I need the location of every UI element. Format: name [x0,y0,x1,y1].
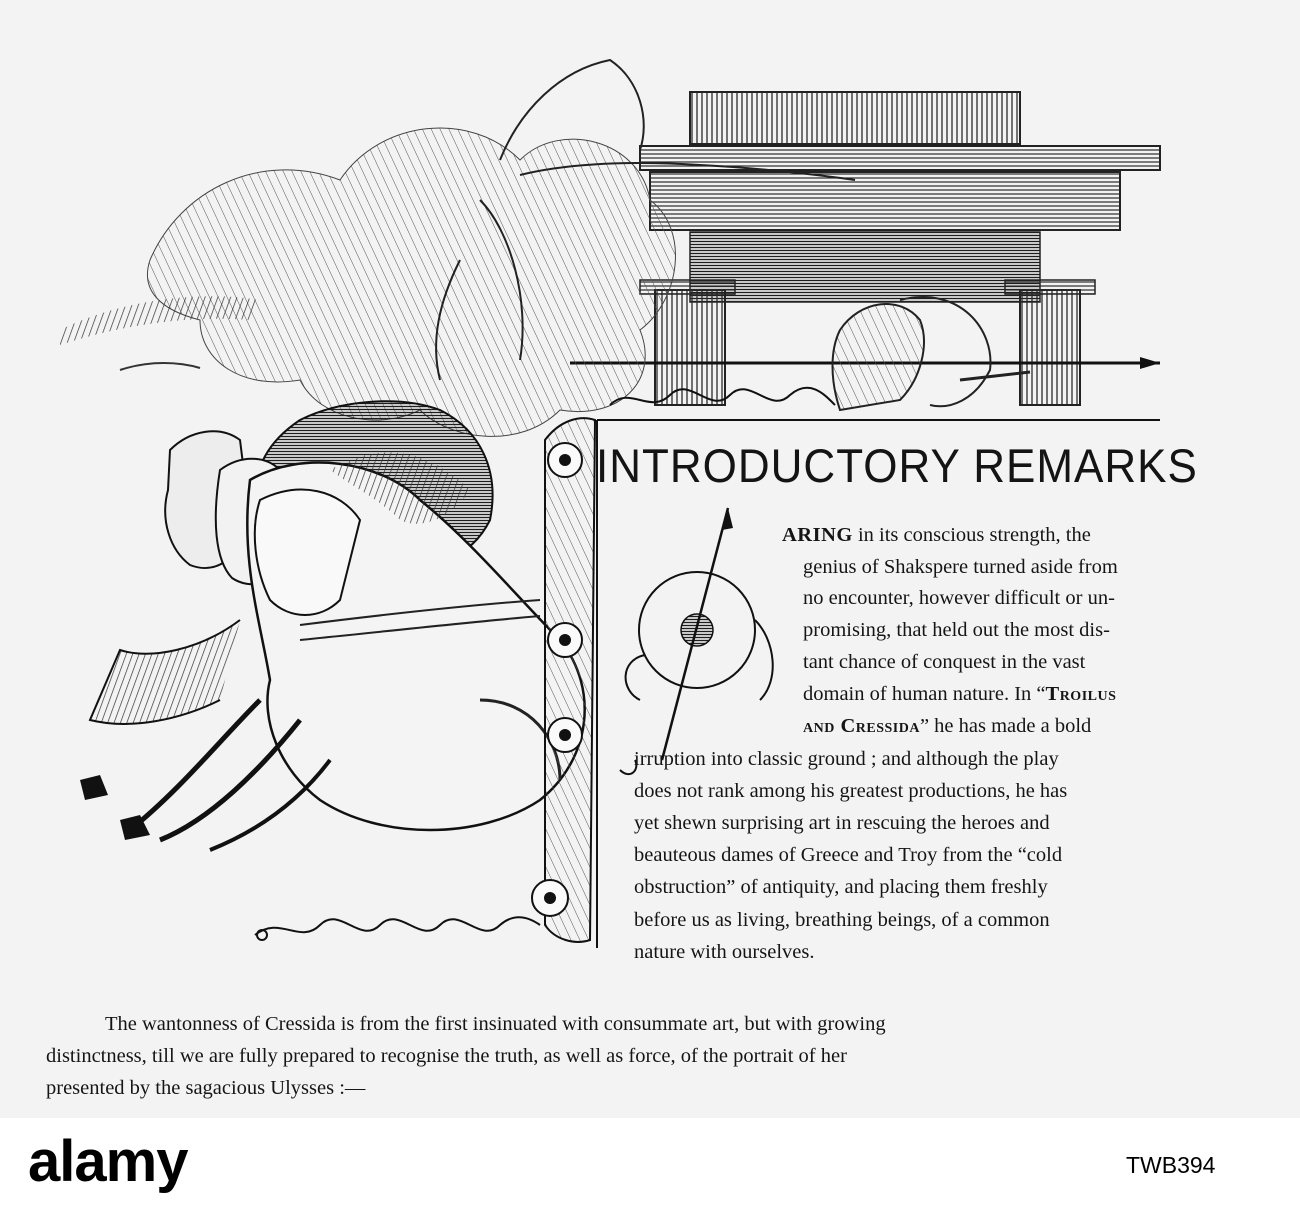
text-line: tant chance of conquest in the vast [803,651,1086,673]
text-line: promising, that held out the most dis- [803,619,1110,641]
section-heading: INTRODUCTORY REMARKS [596,440,1198,493]
text-line: does not rank among his greatest productions, he has [634,780,1068,802]
text-line: obstruction” of antiquity, and placing them freshly [634,876,1048,898]
play-title-small-caps: and Cressida [803,715,920,737]
drop-cap-word: ARING [782,524,853,546]
text-line: irruption into classic ground ; and although the play [634,748,1059,770]
warrior-helmet [833,297,1031,410]
bow-and-arrow-ornament [620,508,773,774]
text-line: genius of Shakspere turned aside from [803,556,1118,578]
text-line: before us as living, breathing beings, of a common [634,909,1050,931]
text-line: The wantonness of Cressida is from the first insinuated with consummate art, but with growing [105,1013,886,1035]
text-line: beauteous dames of Greece and Troy from the “cold [634,844,1063,866]
text-line [782,525,1091,546]
text-line: distinctness, till we are fully prepared to recognise the truth, as well as force, of the portrait of her [46,1045,847,1067]
play-title-small-caps: Troilus [1045,683,1117,705]
image-id: TWB394 [1126,1152,1216,1178]
stock-photo-footer [0,1118,1300,1209]
chariot-horses [80,401,585,850]
text-span: in its conscious strength, the [852,524,1091,546]
text-span: ” he has made a bold [919,715,1092,737]
alamy-logo: alamy [28,1129,188,1194]
text-line: presented by the sagacious Ulysses :— [46,1077,366,1099]
text-line: no encounter, however difficult or un- [803,587,1115,609]
text-line: yet shewn surprising art in rescuing the heroes and [634,812,1050,834]
text-line [803,684,1116,705]
text-span: domain of human nature. In “ [803,683,1046,705]
text-line: nature with ourselves. [634,941,815,963]
text-line [803,716,1091,737]
